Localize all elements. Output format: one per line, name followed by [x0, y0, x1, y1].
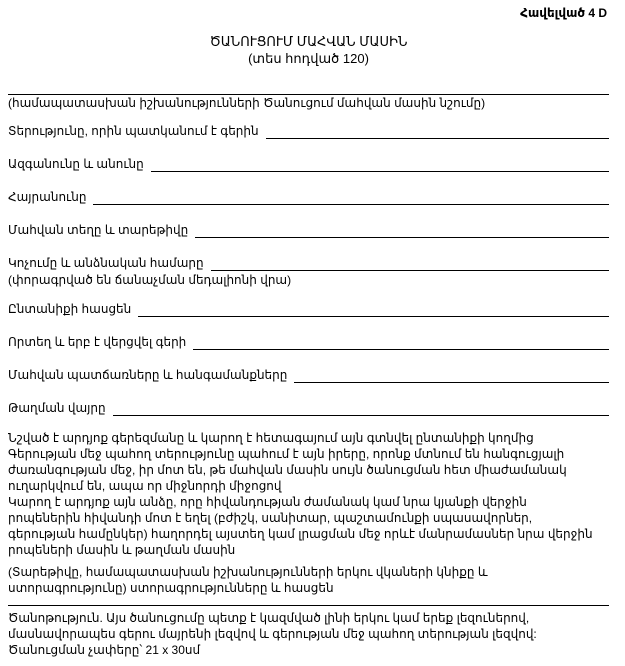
footnote-line: մասնավորապես գերու մայրենի լեզվով և գերության մեջ պահող տերության լեզվով: — [8, 627, 537, 641]
field-family-address — [8, 301, 609, 317]
medallion-note: (փորագրված են ճանաչման մեդալիոնի վրա) — [8, 273, 292, 287]
grave-and-effects-paragraph — [8, 430, 609, 558]
field-label: Ընտանիքի հասցեն — [8, 302, 132, 316]
field-label: Մահվան պատճառները և հանգամանքները — [8, 368, 288, 382]
signature-caption — [8, 564, 609, 596]
authority-caption: (համապատասխան իշխանությունների Ծանուցում մահվան մասին նշումը) — [8, 96, 486, 110]
paragraph-line: Կարող է արդյոք այն անձը, որը հիվանդության ժամանակ կամ նրա կյանքի վերջին — [8, 495, 527, 509]
title-block — [8, 33, 609, 67]
footnote — [8, 610, 609, 658]
appendix-label: Հավելված 4 D — [520, 6, 607, 20]
paragraph-line: Գերության մեջ պահող տերությունը պահում է այն իրերը, որոնք մտնում են հանգուցյալի — [8, 447, 565, 461]
field-label: Որտեղ և երբ է վերցվել գերի — [8, 335, 187, 349]
blank-line — [93, 189, 609, 205]
field-power-of-prisoner — [8, 123, 609, 139]
paragraph-line: գերության համընկեր) հաղորդել այստեղ կամ լրացման մեջ որևէ մանրամասներ նրա վերջին — [8, 527, 593, 541]
paragraph-line: Նշված է արդյոք գերեզմանը և կարող է հետագայում այն գտնվել ընտանիքի կողմից — [8, 431, 534, 445]
blank-line — [195, 222, 609, 238]
blank-line — [294, 367, 609, 383]
blank-line — [138, 301, 609, 317]
field-label: Կոչումը և անձնական համարը — [8, 256, 204, 270]
field-where-when-captured — [8, 334, 609, 350]
blank-line — [193, 334, 609, 350]
blank-line — [151, 156, 609, 172]
blank-line — [266, 123, 609, 139]
paragraph-line: ստորագրությունը) ստորագրությունները և հասցեն — [8, 581, 334, 595]
field-label: Ազգանունը և անունը — [8, 157, 144, 171]
paragraph-line: րոպեների մասին և թաղման մասին — [8, 543, 236, 557]
field-place-of-burial — [8, 400, 609, 416]
field-place-date-of-death — [8, 222, 609, 238]
blank-line — [211, 255, 609, 271]
form-fields — [8, 123, 609, 416]
field-label: Թաղման վայրը — [8, 401, 106, 415]
paragraph-line: րոպեներին հիվանդի մոտ է եղել (բժիշկ, սանիտար, պաշտամունքի սպասավորներ, — [8, 511, 533, 525]
field-surname-name — [8, 156, 609, 172]
blank-line — [113, 400, 609, 416]
field-cause-circumstances-of-death — [8, 367, 609, 383]
field-label: Մահվան տեղը և տարեթիվը — [8, 223, 189, 237]
footnote-line: Ծանոթություն. Այս ծանուցումը պետք է կազմված լինի երկու կամ երեք լեզուներով, — [8, 611, 530, 625]
paragraph-line: (Տարեթիվը, համապատասխան իշխանությունների երկու վկաների կնիքը և — [8, 565, 488, 579]
footnote-line: Ծանուցման չափերը՝ 21 x 30սմ — [8, 643, 201, 657]
field-patronymic — [8, 189, 609, 205]
field-rank-personal-number — [8, 255, 609, 271]
paragraph-line: ժառանգության մեջ, իր մոտ են, թե մահվան մասին սույն ծանուցման հետ միաժամանակ — [8, 463, 567, 477]
note-rule-line — [8, 605, 609, 606]
page-subtitle: (տես հոդված 120) — [248, 51, 369, 66]
field-label: Հայրանունը — [8, 190, 87, 204]
paragraph-line: ուղարկվում են, ապա որ միջնորդի միջոցով — [8, 479, 282, 493]
page-title: ԾԱՆՈՒՑՈՒՄ ՄԱՀՎԱՆ ՄԱՍԻՆ — [209, 34, 408, 49]
field-label: Տերությունը, որին պատկանում է գերին — [8, 124, 259, 138]
